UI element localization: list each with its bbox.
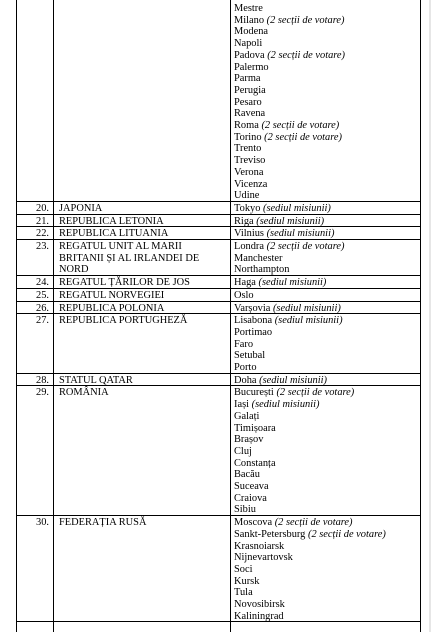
- city-name: Oslo: [234, 289, 254, 301]
- row-number: 26.: [36, 302, 49, 314]
- city-name: Vilnius: [234, 228, 264, 240]
- city-name: Cluj: [234, 445, 252, 457]
- city-name: Mestre: [234, 3, 263, 14]
- city-entry: [234, 434, 424, 446]
- row-number: 28.: [36, 374, 49, 386]
- city-entry: [234, 576, 424, 588]
- city-entry: [234, 458, 424, 470]
- city-name: Verona: [234, 166, 264, 178]
- country-name: REPUBLICA POLONIA: [59, 302, 165, 314]
- city-name: Udine: [234, 190, 260, 202]
- city-entry: [234, 387, 424, 399]
- city-entry: [234, 179, 424, 191]
- city-name: Tokyo: [234, 202, 261, 214]
- table-row: [0, 314, 431, 374]
- row-number: 23.: [36, 241, 49, 252]
- city-entry: [234, 143, 424, 155]
- row-number: 25.: [36, 289, 49, 301]
- country-name: REGATUL NORVEGIEI: [59, 289, 165, 301]
- city-name: Krasnoiarsk: [234, 540, 285, 552]
- city-name: București: [234, 387, 274, 399]
- city-note: (sediul misiunii): [266, 228, 335, 240]
- city-name: Moscova: [234, 517, 273, 529]
- city-name: Northampton: [234, 264, 290, 276]
- city-name: Constanța: [234, 457, 276, 469]
- city-name: Modena: [234, 26, 269, 38]
- city-entry: [234, 108, 424, 120]
- city-name: Varșovia: [234, 302, 271, 314]
- city-entry: [234, 241, 424, 253]
- row-number: 22.: [36, 228, 49, 240]
- city-name: Nijnevartovsk: [234, 552, 293, 564]
- city-name: Vicenza: [234, 178, 268, 190]
- city-name: Kaliningrad: [234, 610, 284, 622]
- country-name: REPUBLICA PORTUGHEZĂ: [59, 315, 188, 327]
- country-name: FEDERAȚIA RUSĂ: [59, 517, 147, 529]
- row-number: [16, 2, 49, 3]
- city-name: Tula: [234, 587, 253, 599]
- city-entry: [234, 3, 424, 15]
- table-row: [0, 2, 431, 202]
- country-name: STATUL QATAR: [59, 374, 133, 386]
- city-name: Porto: [234, 362, 257, 373]
- row-number: 20.: [36, 202, 49, 214]
- city-note: (2 secții de votare): [274, 517, 353, 529]
- city-name: Sankt-Petersburg: [234, 528, 306, 540]
- city-entry: [234, 411, 424, 423]
- city-note: (sediul misiunii): [274, 315, 343, 327]
- city-entry: [234, 564, 424, 576]
- city-entry: [234, 481, 424, 493]
- city-name: Portimao: [234, 326, 273, 338]
- city-name: Trento: [234, 143, 262, 155]
- city-name: Sibiu: [234, 504, 256, 516]
- country-name: [59, 2, 227, 3]
- city-name: Napoli: [234, 38, 263, 50]
- city-name: Perugia: [234, 84, 266, 96]
- city-list: [234, 2, 424, 202]
- country-name: ROMÂNIA: [59, 387, 109, 399]
- city-note: (sediul misiunii): [259, 374, 327, 386]
- city-entry: [234, 541, 424, 553]
- city-name: Lisabona: [234, 315, 273, 327]
- table-row: [0, 516, 431, 622]
- row-number: 30.: [36, 517, 49, 529]
- city-name: Ravena: [234, 108, 266, 120]
- row-number: 29.: [36, 387, 49, 399]
- city-list: [234, 516, 424, 622]
- city-note: (sediul misiunii): [263, 202, 331, 214]
- city-name: Setubal: [234, 350, 266, 362]
- country-name: REPUBLICA LITUANIA: [59, 228, 169, 240]
- row-number: 21.: [36, 215, 49, 227]
- city-name: Bacău: [234, 469, 260, 481]
- city-name: Novosibirsk: [234, 599, 285, 611]
- city-note: (2 secții de votare): [276, 387, 355, 399]
- row-number: 27.: [36, 315, 49, 327]
- city-note: (sediul misiunii): [258, 277, 327, 289]
- city-entry: [234, 155, 424, 167]
- city-entry: [234, 446, 424, 458]
- city-name: Treviso: [234, 155, 266, 167]
- city-entry: [234, 15, 424, 27]
- city-entry: [234, 423, 424, 435]
- city-note: (2 secții de votare): [264, 131, 342, 143]
- city-entry: [234, 399, 424, 411]
- city-note: (sediul misiunii): [272, 302, 341, 314]
- city-name: Suceava: [234, 481, 269, 493]
- city-name: Milano: [234, 14, 265, 26]
- city-name: Padova: [234, 49, 265, 61]
- city-name: Manchester: [234, 252, 283, 264]
- city-name: Timișoara: [234, 422, 276, 434]
- city-note: (2 secții de votare): [266, 241, 345, 252]
- table-row: [0, 240, 431, 276]
- city-entry: [234, 327, 424, 339]
- city-name: Riga: [234, 215, 254, 227]
- city-name: Pesaro: [234, 96, 262, 108]
- city-entry: [234, 50, 424, 62]
- city-entry: [234, 253, 424, 265]
- city-entry: [234, 167, 424, 179]
- city-name: Doha: [234, 374, 257, 386]
- city-entry: [234, 38, 424, 50]
- city-list: [234, 386, 424, 516]
- city-name: Kursk: [234, 575, 260, 587]
- city-entry: [234, 587, 424, 599]
- city-entry: [234, 552, 424, 564]
- row-number: 24.: [36, 277, 49, 289]
- city-name: Parma: [234, 73, 261, 85]
- country-name: REGATUL ȚĂRILOR DE JOS: [59, 277, 190, 289]
- country-name: REGATUL UNIT AL MARII BRITANII ȘI AL IRLANDEI DE NORD: [59, 241, 200, 276]
- city-entry: [234, 350, 424, 362]
- city-entry: [234, 529, 424, 541]
- city-entry: [234, 120, 424, 132]
- city-note: (2 secții de votare): [308, 528, 386, 540]
- city-entry: [234, 73, 424, 85]
- city-entry: [234, 26, 424, 38]
- city-note: (sediul misiunii): [256, 215, 325, 227]
- city-note: (2 secții de votare): [261, 120, 340, 132]
- city-name: Londra: [234, 241, 265, 252]
- city-entry: [234, 85, 424, 97]
- city-name: Soci: [234, 563, 253, 575]
- city-name: Galați: [234, 410, 260, 422]
- row-separator: [16, 621, 420, 622]
- city-entry: [234, 62, 424, 74]
- city-note: (2 secții de votare): [266, 14, 345, 26]
- city-entry: [234, 469, 424, 481]
- city-note: (2 secții de votare): [267, 49, 346, 61]
- city-name: Brașov: [234, 434, 264, 446]
- table-row: [0, 386, 431, 516]
- city-name: Craiova: [234, 492, 267, 504]
- city-entry: [234, 599, 424, 611]
- city-list: [234, 314, 424, 374]
- city-entry: [234, 339, 424, 351]
- city-name: Palermo: [234, 61, 269, 73]
- city-entry: [234, 132, 424, 144]
- country-name: REPUBLICA LETONIA: [59, 215, 164, 227]
- city-entry: [234, 517, 424, 529]
- city-name: Iași: [234, 399, 250, 411]
- city-entry: [234, 315, 424, 327]
- city-entry: [234, 493, 424, 505]
- city-name: Faro: [234, 338, 254, 350]
- city-name: Haga: [234, 277, 256, 289]
- city-name: Roma: [234, 120, 259, 132]
- city-list: [234, 240, 424, 276]
- city-name: Torino: [234, 131, 262, 143]
- city-entry: [234, 97, 424, 109]
- city-note: (sediul misiunii): [251, 399, 320, 411]
- country-name: JAPONIA: [59, 202, 103, 214]
